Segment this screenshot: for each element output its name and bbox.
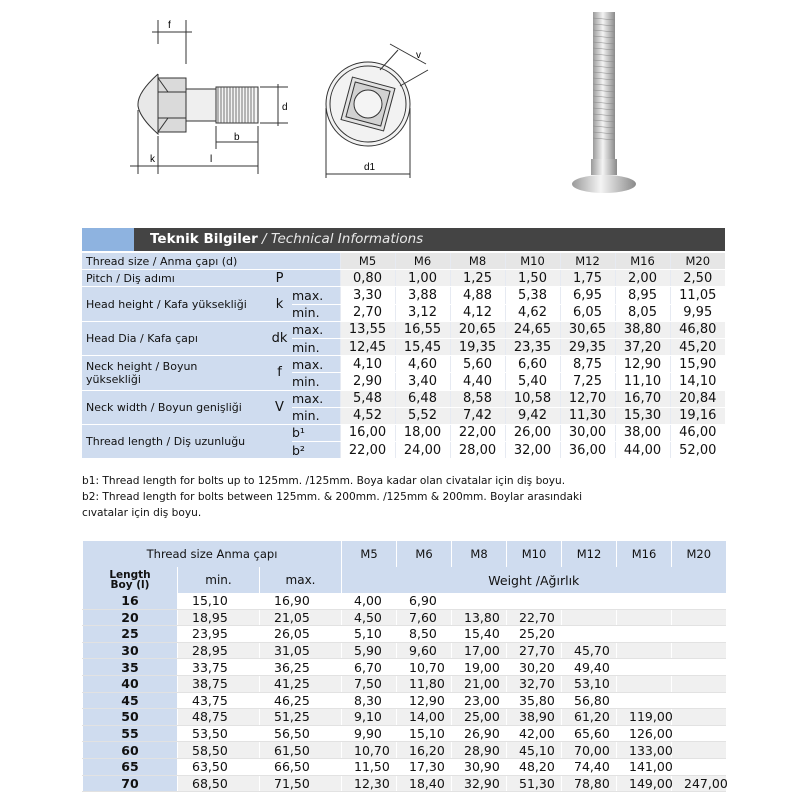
- weight-value: 51,30: [507, 775, 562, 792]
- weight-value: 9,10: [342, 709, 397, 726]
- weight-value: 25,00: [452, 709, 507, 726]
- tech-value: 46,00: [670, 424, 725, 441]
- size-header-m20: M20: [670, 253, 725, 270]
- tech-value: 46,80: [670, 321, 725, 338]
- tech-value: 9,95: [670, 304, 725, 321]
- length-value: 65: [83, 758, 178, 775]
- weight-row: [83, 725, 726, 742]
- weight-value: [672, 725, 726, 742]
- tech-value: 3,12: [395, 304, 450, 321]
- tech-row-limit: max.: [292, 390, 340, 407]
- weight-value: 48,20: [507, 758, 562, 775]
- weight-title: Thread size Anma çapı: [83, 541, 342, 567]
- weight-value: 7,60: [397, 609, 452, 626]
- weight-value: [672, 659, 726, 676]
- tech-value: 15,90: [670, 356, 725, 373]
- tech-row: [82, 270, 725, 287]
- tech-value: 44,00: [615, 442, 670, 459]
- tech-title-tr: Teknik Bilgiler: [150, 231, 258, 247]
- weight-value: 56,80: [562, 692, 617, 709]
- weight-size-header-m5: M5: [342, 541, 397, 567]
- weight-value: 42,00: [507, 725, 562, 742]
- max-value: 36,25: [260, 659, 342, 676]
- tech-value: 5,48: [340, 390, 395, 407]
- tech-value: 22,00: [340, 442, 395, 459]
- tech-value: 4,60: [395, 356, 450, 373]
- weight-row: [83, 609, 726, 626]
- weight-value: 78,80: [562, 775, 617, 792]
- max-value: 61,50: [260, 742, 342, 759]
- footnote-b2: b2: Thread length for bolts between 125mm. & 200mm. /125mm & 200mm. Boylar arasındaki: [82, 491, 583, 503]
- tech-value: 20,84: [670, 390, 725, 407]
- min-value: 43,75: [178, 692, 260, 709]
- tech-value: 10,58: [505, 390, 560, 407]
- dim-k-label: k: [150, 154, 155, 165]
- weight-value: 21,00: [452, 675, 507, 692]
- tech-value: 5,40: [505, 373, 560, 390]
- min-value: 63,50: [178, 758, 260, 775]
- dim-l-label: l: [210, 154, 213, 165]
- tech-value: 32,00: [505, 442, 560, 459]
- weight-value: 247,00: [672, 775, 726, 792]
- length-value: 70: [83, 775, 178, 792]
- min-label: min.: [178, 567, 260, 593]
- tech-row-symbol: dk: [267, 321, 292, 355]
- weight-value: [672, 692, 726, 709]
- weight-value: [672, 709, 726, 726]
- max-value: 26,05: [260, 626, 342, 643]
- bolt-top-drawing: [318, 30, 436, 180]
- tech-row-label: [82, 356, 267, 390]
- weight-value: 17,00: [452, 642, 507, 659]
- max-value: 16,90: [260, 593, 342, 609]
- thread-size-row: [82, 253, 725, 270]
- weight-value: 70,00: [562, 742, 617, 759]
- max-value: 31,05: [260, 642, 342, 659]
- weight-value: [617, 609, 672, 626]
- thread-size-label: Thread size / Anma çapı (d): [82, 253, 340, 270]
- tech-value: 4,40: [450, 373, 505, 390]
- weight-value: 22,70: [507, 609, 562, 626]
- weight-value: 16,20: [397, 742, 452, 759]
- weight-value: 49,40: [562, 659, 617, 676]
- weight-value: 10,70: [342, 742, 397, 759]
- tech-value: 37,20: [615, 338, 670, 355]
- length-value: 16: [83, 593, 178, 609]
- tech-table: [82, 253, 725, 459]
- weight-row: [83, 742, 726, 759]
- weight-value: 45,10: [507, 742, 562, 759]
- tech-value: 2,70: [340, 304, 395, 321]
- weight-value: [507, 593, 562, 609]
- tech-value: 4,62: [505, 304, 560, 321]
- max-label: max.: [260, 567, 342, 593]
- min-value: 38,75: [178, 675, 260, 692]
- tech-value: 2,90: [340, 373, 395, 390]
- weight-subheader-row: [83, 567, 726, 593]
- tech-row-label-text: Thread length / Diş uzunluğu: [86, 435, 246, 449]
- tech-value: 8,58: [450, 390, 505, 407]
- weight-value: 18,40: [397, 775, 452, 792]
- tech-value: 8,75: [560, 356, 615, 373]
- weight-value: 28,90: [452, 742, 507, 759]
- tech-row-label: [82, 321, 267, 355]
- weight-value: [562, 626, 617, 643]
- tech-value: 3,30: [340, 287, 395, 304]
- weight-value: 6,70: [342, 659, 397, 676]
- weight-table: [82, 541, 726, 792]
- tech-row-symbol: [267, 424, 292, 458]
- weight-value: 38,90: [507, 709, 562, 726]
- size-header-m16: M16: [615, 253, 670, 270]
- max-value: 51,25: [260, 709, 342, 726]
- weight-row: [83, 593, 726, 609]
- weight-value: 32,90: [452, 775, 507, 792]
- tech-value: 38,80: [615, 321, 670, 338]
- size-header-m12: M12: [560, 253, 615, 270]
- tech-value: 23,35: [505, 338, 560, 355]
- tech-value: 13,55: [340, 321, 395, 338]
- weight-value: 9,60: [397, 642, 452, 659]
- max-value: 71,50: [260, 775, 342, 792]
- min-value: 68,50: [178, 775, 260, 792]
- weight-value: [617, 659, 672, 676]
- weight-row: [83, 758, 726, 775]
- tech-value: 6,60: [505, 356, 560, 373]
- tech-value: 45,20: [670, 338, 725, 355]
- tech-value: 11,30: [560, 407, 615, 424]
- weight-value: 35,80: [507, 692, 562, 709]
- length-value: 40: [83, 675, 178, 692]
- tech-value: 6,48: [395, 390, 450, 407]
- weight-value: 4,50: [342, 609, 397, 626]
- max-value: 46,25: [260, 692, 342, 709]
- bolt-side-drawing: [128, 14, 293, 179]
- tech-value: 1,75: [560, 270, 615, 287]
- weight-value: 32,70: [507, 675, 562, 692]
- tech-row-limit: min.: [292, 373, 340, 390]
- size-header-m8: M8: [450, 253, 505, 270]
- dim-f-label: f: [168, 20, 171, 31]
- footnote-b2-cont: cıvatalar için diş boyu.: [82, 507, 202, 519]
- weight-value: 11,50: [342, 758, 397, 775]
- min-value: 23,95: [178, 626, 260, 643]
- max-value: 21,05: [260, 609, 342, 626]
- weight-value: 9,90: [342, 725, 397, 742]
- tech-row-label-text-2: yüksekliği: [86, 372, 141, 386]
- weight-size-header-m8: M8: [452, 541, 507, 567]
- tech-row-limit: min.: [292, 338, 340, 355]
- tech-value: 11,05: [670, 287, 725, 304]
- tech-row: [82, 390, 725, 407]
- header-accent: [82, 228, 134, 251]
- tech-row-limit: max.: [292, 356, 340, 373]
- tech-value: 3,88: [395, 287, 450, 304]
- tech-value: 28,00: [450, 442, 505, 459]
- tech-value: 5,60: [450, 356, 505, 373]
- weight-value: 5,90: [342, 642, 397, 659]
- length-value: 45: [83, 692, 178, 709]
- tech-value: 18,00: [395, 424, 450, 441]
- length-value: 50: [83, 709, 178, 726]
- tech-value: 2,50: [670, 270, 725, 287]
- tech-row-label-text: Head Dia / Kafa çapı: [86, 331, 198, 345]
- tech-value: 12,90: [615, 356, 670, 373]
- tech-value: 1,50: [505, 270, 560, 287]
- min-value: 58,50: [178, 742, 260, 759]
- tech-value: 24,65: [505, 321, 560, 338]
- weight-value: 141,00: [617, 758, 672, 775]
- length-value: 30: [83, 642, 178, 659]
- tech-row-symbol: P: [267, 270, 292, 287]
- tech-value: 15,30: [615, 407, 670, 424]
- tech-value: 22,00: [450, 424, 505, 441]
- min-value: 28,95: [178, 642, 260, 659]
- tech-value: 29,35: [560, 338, 615, 355]
- weight-value: 65,60: [562, 725, 617, 742]
- tech-row-limit: min.: [292, 304, 340, 321]
- length-value: 20: [83, 609, 178, 626]
- tech-value: 6,05: [560, 304, 615, 321]
- tech-value: 1,25: [450, 270, 505, 287]
- weight-value: [672, 758, 726, 775]
- tech-row: [82, 424, 725, 441]
- weight-size-header-m12: M12: [562, 541, 617, 567]
- weight-value: 7,50: [342, 675, 397, 692]
- tech-info-header: [82, 228, 725, 251]
- weight-value: 8,50: [397, 626, 452, 643]
- weight-value: 12,90: [397, 692, 452, 709]
- weight-value: [452, 593, 507, 609]
- weight-size-header-m20: M20: [672, 541, 726, 567]
- tech-value: 12,45: [340, 338, 395, 355]
- weight-value: 10,70: [397, 659, 452, 676]
- tech-value: 20,65: [450, 321, 505, 338]
- tech-row-label-text: Neck height / Boyun: [86, 359, 198, 373]
- weight-value: 25,20: [507, 626, 562, 643]
- weight-value: 27,70: [507, 642, 562, 659]
- length-label-1: Length: [109, 569, 151, 581]
- tech-row: [82, 356, 725, 373]
- weight-row: [83, 775, 726, 792]
- tech-value: 19,16: [670, 407, 725, 424]
- footnotes: [82, 473, 742, 521]
- max-value: 41,25: [260, 675, 342, 692]
- weight-value: 6,90: [397, 593, 452, 609]
- tech-value: 2,00: [615, 270, 670, 287]
- weight-value: 74,40: [562, 758, 617, 775]
- bolt-photo: [560, 4, 650, 194]
- weight-value: [672, 642, 726, 659]
- weight-value: 45,70: [562, 642, 617, 659]
- tech-value: 6,95: [560, 287, 615, 304]
- tech-value: 24,00: [395, 442, 450, 459]
- weight-value: 5,10: [342, 626, 397, 643]
- tech-value: 3,40: [395, 373, 450, 390]
- tech-value: 4,10: [340, 356, 395, 373]
- tech-row-limit: min.: [292, 407, 340, 424]
- tech-value: 0,80: [340, 270, 395, 287]
- weight-value: 26,90: [452, 725, 507, 742]
- tech-value: 4,52: [340, 407, 395, 424]
- weight-value: [562, 593, 617, 609]
- tech-value: 16,70: [615, 390, 670, 407]
- footnote-b1: b1: Thread length for bolts up to 125mm. /125mm. Boya kadar olan civatalar için diş boyu.: [82, 475, 566, 487]
- weight-label: Weight /Ağırlık: [342, 567, 726, 593]
- tech-row-label: [82, 390, 267, 424]
- weight-value: 30,20: [507, 659, 562, 676]
- weight-row: [83, 709, 726, 726]
- weight-value: 133,00: [617, 742, 672, 759]
- length-value: 25: [83, 626, 178, 643]
- tech-value: 5,52: [395, 407, 450, 424]
- tech-value: 36,00: [560, 442, 615, 459]
- tech-title-en: / Technical Informations: [262, 231, 424, 247]
- tech-row-limit: b¹: [292, 424, 340, 441]
- weight-value: [672, 742, 726, 759]
- weight-value: 15,10: [397, 725, 452, 742]
- weight-row: [83, 692, 726, 709]
- weight-value: 13,80: [452, 609, 507, 626]
- tech-value: 26,00: [505, 424, 560, 441]
- weight-value: [617, 593, 672, 609]
- tech-value: 38,00: [615, 424, 670, 441]
- weight-value: 12,30: [342, 775, 397, 792]
- tech-value: 8,05: [615, 304, 670, 321]
- tech-value: 52,00: [670, 442, 725, 459]
- length-value: 55: [83, 725, 178, 742]
- tech-value: 30,00: [560, 424, 615, 441]
- tech-row-label-text: Neck width / Boyun genişliği: [86, 400, 242, 414]
- size-header-m6: M6: [395, 253, 450, 270]
- weight-value: 17,30: [397, 758, 452, 775]
- min-value: 15,10: [178, 593, 260, 609]
- tech-value: 8,95: [615, 287, 670, 304]
- tech-row-label: [82, 287, 267, 321]
- tech-row: [82, 321, 725, 338]
- tech-row-label-text: Head height / Kafa yüksekliği: [86, 297, 247, 311]
- tech-value: 16,00: [340, 424, 395, 441]
- tech-info-title: [150, 231, 423, 247]
- tech-row-limit: b²: [292, 442, 340, 459]
- tech-value: 19,35: [450, 338, 505, 355]
- weight-value: [672, 675, 726, 692]
- tech-value: 15,45: [395, 338, 450, 355]
- tech-value: 14,10: [670, 373, 725, 390]
- tech-value: 7,42: [450, 407, 505, 424]
- weight-value: 149,00: [617, 775, 672, 792]
- weight-size-header-m6: M6: [397, 541, 452, 567]
- weight-value: 4,00: [342, 593, 397, 609]
- min-value: 48,75: [178, 709, 260, 726]
- min-value: 53,50: [178, 725, 260, 742]
- tech-value: 16,55: [395, 321, 450, 338]
- tech-value: 9,42: [505, 407, 560, 424]
- tech-row-symbol: f: [267, 356, 292, 390]
- weight-value: [617, 692, 672, 709]
- dim-d1-label: d1: [364, 162, 376, 173]
- tech-value: 4,88: [450, 287, 505, 304]
- weight-value: [617, 642, 672, 659]
- tech-row-label: [82, 270, 267, 287]
- weight-row: [83, 659, 726, 676]
- weight-size-header-m10: M10: [507, 541, 562, 567]
- length-label: [83, 567, 178, 593]
- weight-row: [83, 675, 726, 692]
- max-value: 56,50: [260, 725, 342, 742]
- tech-value: 11,10: [615, 373, 670, 390]
- dim-b-label: b: [234, 132, 240, 143]
- tech-value: 1,00: [395, 270, 450, 287]
- weight-value: 23,00: [452, 692, 507, 709]
- size-header-m5: M5: [340, 253, 395, 270]
- weight-value: 61,20: [562, 709, 617, 726]
- tech-value: 7,25: [560, 373, 615, 390]
- weight-value: 119,00: [617, 709, 672, 726]
- weight-value: [672, 593, 726, 609]
- weight-row: [83, 642, 726, 659]
- weight-value: 53,10: [562, 675, 617, 692]
- tech-row: [82, 287, 725, 304]
- min-value: 33,75: [178, 659, 260, 676]
- weight-value: [617, 626, 672, 643]
- length-value: 35: [83, 659, 178, 676]
- tech-row-label-text: Pitch / Diş adımı: [86, 271, 175, 285]
- tech-row-limit: max.: [292, 287, 340, 304]
- weight-value: 19,00: [452, 659, 507, 676]
- tech-row-symbol: V: [267, 390, 292, 424]
- weight-row: [83, 626, 726, 643]
- min-value: 18,95: [178, 609, 260, 626]
- weight-size-header-m16: M16: [617, 541, 672, 567]
- weight-value: 8,30: [342, 692, 397, 709]
- tech-value: 5,38: [505, 287, 560, 304]
- weight-value: 11,80: [397, 675, 452, 692]
- weight-header-row: [83, 541, 726, 567]
- tech-value: 30,65: [560, 321, 615, 338]
- dim-v-label: v: [416, 50, 421, 61]
- weight-value: [562, 609, 617, 626]
- dim-d-label: d: [282, 102, 288, 113]
- length-label-2: Boy (l): [110, 579, 150, 591]
- weight-value: [672, 626, 726, 643]
- weight-value: 14,00: [397, 709, 452, 726]
- weight-value: [672, 609, 726, 626]
- tech-row-symbol: k: [267, 287, 292, 321]
- weight-value: 30,90: [452, 758, 507, 775]
- size-header-m10: M10: [505, 253, 560, 270]
- tech-row-limit: max.: [292, 321, 340, 338]
- weight-value: 15,40: [452, 626, 507, 643]
- tech-row-limit: [292, 270, 340, 287]
- max-value: 66,50: [260, 758, 342, 775]
- tech-row-label: [82, 424, 267, 458]
- length-value: 60: [83, 742, 178, 759]
- tech-value: 12,70: [560, 390, 615, 407]
- weight-value: 126,00: [617, 725, 672, 742]
- weight-value: [617, 675, 672, 692]
- tech-value: 4,12: [450, 304, 505, 321]
